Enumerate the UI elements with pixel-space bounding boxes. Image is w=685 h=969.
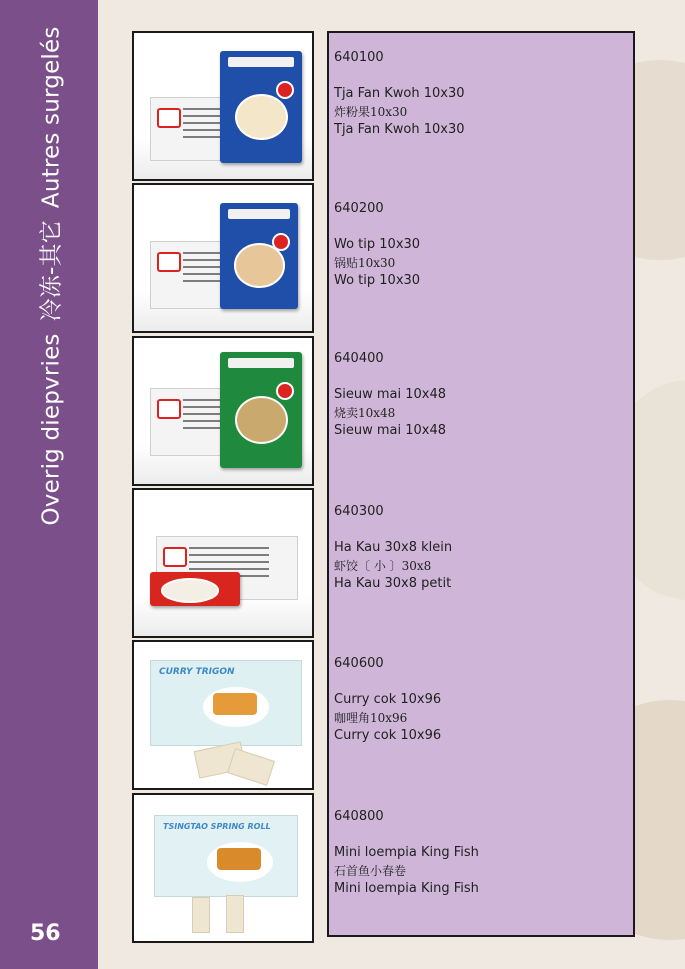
sidebar xyxy=(0,0,98,969)
product-photo-640200 xyxy=(132,183,314,333)
product-code: 640300 xyxy=(334,504,384,519)
product-info-panel xyxy=(327,31,635,937)
product-photo-640600 xyxy=(132,640,314,790)
product-name-nl: Sieuw mai 10x48 xyxy=(334,387,447,402)
product-name-fr: Curry cok 10x96 xyxy=(334,728,442,743)
product-photo-640800 xyxy=(132,793,314,943)
product-entry xyxy=(334,808,479,898)
product-photo-640300 xyxy=(132,488,314,638)
product-code: 640800 xyxy=(334,809,384,824)
product-name-zh: 虾饺〔 小 〕30x8 xyxy=(334,559,432,573)
product-name-fr: Mini loempia King Fish xyxy=(334,881,479,896)
product-name-fr: Wo tip 10x30 xyxy=(334,273,421,288)
product-entry xyxy=(334,350,446,440)
product-entry xyxy=(334,200,420,290)
product-code: 640400 xyxy=(334,351,384,366)
product-name-fr: Ha Kau 30x8 petit xyxy=(334,576,452,591)
product-name-zh: 烧卖10x48 xyxy=(334,406,396,420)
product-code: 640200 xyxy=(334,201,384,216)
product-code: 640100 xyxy=(334,50,384,65)
product-photo-640400 xyxy=(132,336,314,486)
product-name-zh: 锅贴10x30 xyxy=(334,256,396,270)
product-entry xyxy=(334,655,441,745)
product-name-fr: Tja Fan Kwoh 10x30 xyxy=(334,122,465,137)
section-title-zh: 冷冻-其它 xyxy=(38,220,65,322)
product-name-nl: Ha Kau 30x8 klein xyxy=(334,540,453,555)
product-entry xyxy=(334,49,465,139)
product-name-nl: Wo tip 10x30 xyxy=(334,237,421,252)
product-entry xyxy=(334,503,452,593)
curry-box-title: CURRY TRIGON xyxy=(159,667,235,677)
section-title-fr: Autres surgelés xyxy=(38,26,65,209)
product-name-zh: 炸粉果10x30 xyxy=(334,105,408,119)
product-code: 640600 xyxy=(334,656,384,671)
product-name-fr: Sieuw mai 10x48 xyxy=(334,423,447,438)
section-title-nl: Overig diepvries xyxy=(38,333,65,526)
product-name-nl: Mini loempia King Fish xyxy=(334,845,479,860)
section-title xyxy=(33,14,66,525)
product-name-zh: 石首鱼小春卷 xyxy=(334,864,407,878)
product-name-nl: Tja Fan Kwoh 10x30 xyxy=(334,86,465,101)
page-number: 56 xyxy=(30,921,61,946)
product-name-zh: 咖哩角10x96 xyxy=(334,711,408,725)
product-name-nl: Curry cok 10x96 xyxy=(334,692,442,707)
spring-roll-box-title: TSINGTAO SPRING ROLL xyxy=(163,822,271,831)
product-photo-640100 xyxy=(132,31,314,181)
